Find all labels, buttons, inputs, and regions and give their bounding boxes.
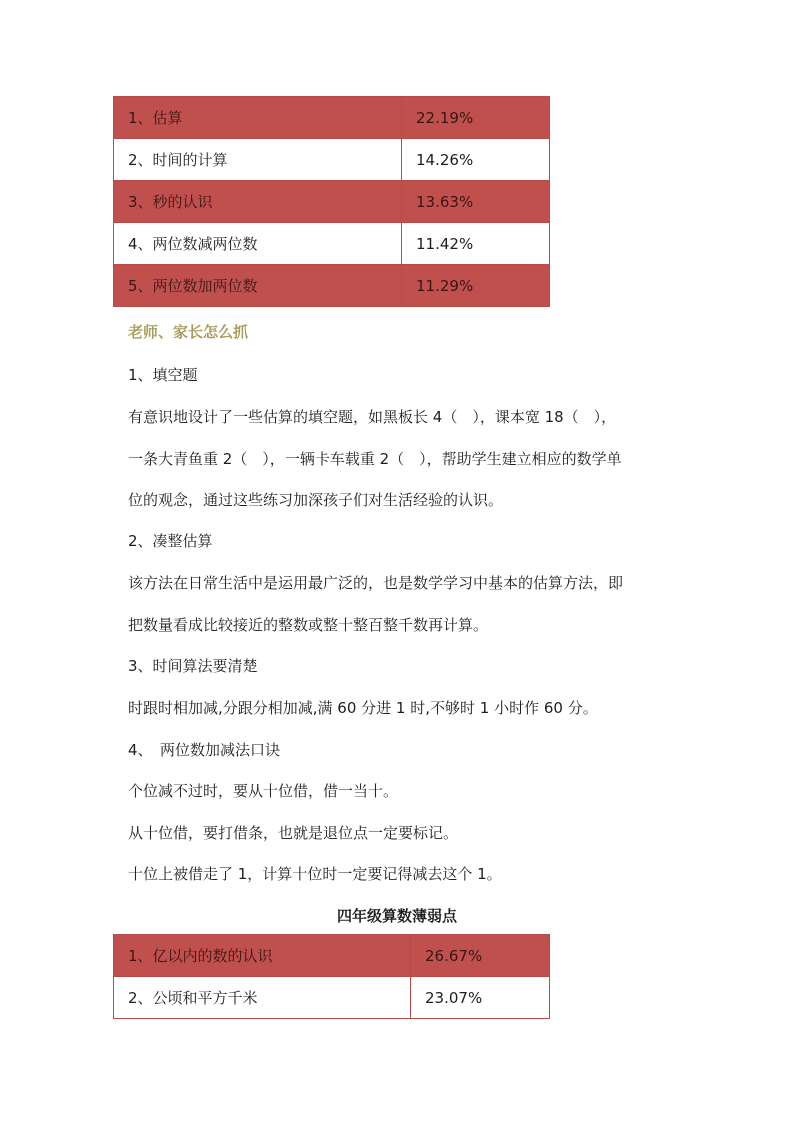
topic-cell: 3、秒的认识 xyxy=(114,181,402,223)
rate-cell: 23.07% xyxy=(411,977,550,1019)
table-row xyxy=(114,935,550,977)
topic-cell: 1、估算 xyxy=(114,97,402,139)
paragraph-line: 时跟时相加减,分跟分相加减,满 60 分进 1 时,不够时 1 小时作 60 分。 xyxy=(128,699,598,717)
topic-cell: 1、亿以内的数的认识 xyxy=(114,935,411,977)
topic-cell: 5、两位数加两位数 xyxy=(114,265,402,307)
paragraph-line: 把数量看成比较接近的整数或整十整百整千数再计算。 xyxy=(128,616,489,634)
section-1-title: 1、填空题 xyxy=(128,366,198,384)
advice-heading: 老师、家长怎么抓 xyxy=(128,323,249,341)
table-row xyxy=(114,181,550,223)
table-row xyxy=(114,139,550,181)
table-row xyxy=(114,977,550,1019)
topic-cell: 2、公顷和平方千米 xyxy=(114,977,411,1019)
rate-cell: 13.63% xyxy=(402,181,550,223)
section-3-title: 3、时间算法要清楚 xyxy=(128,657,258,675)
paragraph-line: 十位上被借走了 1，计算十位时一定要记得减去这个 1。 xyxy=(128,865,502,883)
paragraph-line: 个位减不过时，要从十位借，借一当十。 xyxy=(128,782,399,800)
rate-cell: 11.29% xyxy=(402,265,550,307)
section-2-title: 2、凑整估算 xyxy=(128,532,213,550)
paragraph-line: 一条大青鱼重 2（ ），一辆卡车载重 2（ ），帮助学生建立相应的数学单 xyxy=(128,450,622,468)
section-4-title: 4、 两位数加减法口诀 xyxy=(128,741,281,759)
paragraph-line: 从十位借，要打借条，也就是退位点一定要标记。 xyxy=(128,824,459,842)
table-row xyxy=(114,265,550,307)
paragraph-line: 该方法在日常生活中是运用最广泛的，也是数学学习中基本的估算方法，即 xyxy=(128,574,624,592)
table-row xyxy=(114,97,550,139)
grade4-title: 四年级算数薄弱点 xyxy=(336,907,457,925)
grade4-weak-points-table xyxy=(113,934,550,1019)
paragraph-line: 有意识地设计了一些估算的填空题，如黑板长 4（ ），课本宽 18（ ）， xyxy=(128,408,617,426)
rate-cell: 22.19% xyxy=(402,97,550,139)
topic-cell: 2、时间的计算 xyxy=(114,139,402,181)
rate-cell: 26.67% xyxy=(411,935,550,977)
topic-cell: 4、两位数减两位数 xyxy=(114,223,402,265)
rate-cell: 11.42% xyxy=(402,223,550,265)
paragraph-line: 位的观念，通过这些练习加深孩子们对生活经验的认识。 xyxy=(128,491,504,509)
rate-cell: 14.26% xyxy=(402,139,550,181)
weak-points-table xyxy=(113,96,550,307)
table-row xyxy=(114,223,550,265)
